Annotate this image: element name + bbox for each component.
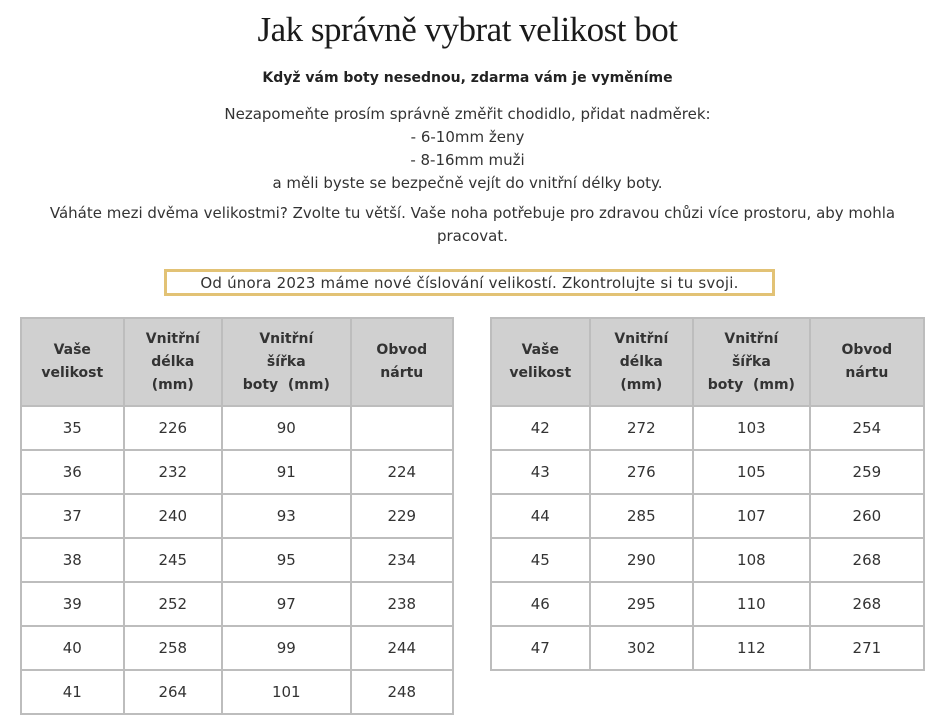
instep-cell: 229 <box>351 494 453 538</box>
size-header <box>21 318 124 406</box>
header-text-line: délka <box>619 353 663 370</box>
measuring-instructions <box>0 103 935 195</box>
inner-width-cell: 107 <box>693 494 810 538</box>
header-text-line: Obvod <box>376 342 428 358</box>
table-row <box>21 538 453 582</box>
inner-length-cell: 245 <box>124 538 223 582</box>
inner-length-cell: 272 <box>590 406 693 450</box>
table-row <box>21 582 453 626</box>
instep-header <box>810 318 924 406</box>
instruction-line: - 8-16mm muži <box>410 151 525 169</box>
page-title: Jak správně vybrat velikost bot <box>257 10 678 49</box>
instep-cell: 259 <box>810 450 924 494</box>
inner-length-cell: 258 <box>124 626 223 670</box>
instruction-line: a měli byste se bezpečně vejít do vnitřní délky boty. <box>272 174 663 192</box>
header-text-line: šířka <box>731 353 771 370</box>
inner-length-header <box>124 318 223 406</box>
instep-cell: 244 <box>351 626 453 670</box>
instep-cell: 234 <box>351 538 453 582</box>
table-header-row <box>21 318 453 406</box>
inner-width-cell: 91 <box>222 450 351 494</box>
inner-width-cell: 93 <box>222 494 351 538</box>
size-cell: 46 <box>491 582 590 626</box>
inner-width-cell: 99 <box>222 626 351 670</box>
table-row <box>21 450 453 494</box>
header-text-line: velikost <box>41 365 104 381</box>
header-text-line: velikost <box>509 365 572 381</box>
instruction-line: Nezapomeňte prosím správně změřit chodidlo, přidat nadměrek: <box>224 105 711 123</box>
inner-length-cell: 285 <box>590 494 693 538</box>
inner-width-header <box>693 318 810 406</box>
inner-width-cell: 90 <box>222 406 351 450</box>
inner-width-cell: 108 <box>693 538 810 582</box>
inner-length-cell: 276 <box>590 450 693 494</box>
table-row <box>21 494 453 538</box>
instep-cell: 260 <box>810 494 924 538</box>
inner-length-cell: 226 <box>124 406 223 450</box>
table-row <box>21 406 453 450</box>
inner-width-cell: 95 <box>222 538 351 582</box>
instep-cell: 271 <box>810 626 924 670</box>
header-text-line: (mm) <box>151 376 194 393</box>
table-row <box>491 406 924 450</box>
instep-cell <box>351 406 453 450</box>
header-text-line: délka <box>151 353 195 370</box>
table-row <box>491 494 924 538</box>
size-cell: 45 <box>491 538 590 582</box>
table-row <box>491 626 924 670</box>
inner-length-cell: 302 <box>590 626 693 670</box>
inner-width-cell: 105 <box>693 450 810 494</box>
inner-width-cell: 97 <box>222 582 351 626</box>
inner-width-cell: 103 <box>693 406 810 450</box>
header-text-line: Vnitřní <box>259 330 314 347</box>
instep-cell: 248 <box>351 670 453 714</box>
header-text-line: Obvod <box>841 342 893 358</box>
size-cell: 43 <box>491 450 590 494</box>
header-text-line: (mm) <box>620 376 663 393</box>
header-text-line: nártu <box>845 365 889 381</box>
header-text-line: Vaše <box>53 342 91 358</box>
table-row <box>491 538 924 582</box>
size-table-left <box>20 317 454 715</box>
inner-length-cell: 240 <box>124 494 223 538</box>
inner-length-cell: 290 <box>590 538 693 582</box>
inner-length-cell: 295 <box>590 582 693 626</box>
inner-width-cell: 101 <box>222 670 351 714</box>
size-advice: Váháte mezi dvěma velikostmi? Zvolte tu větší. Vaše noha potřebuje pro zdravou chůzi více prostoru, aby mohla pracovat. <box>49 204 896 245</box>
size-cell: 40 <box>21 626 124 670</box>
inner-length-cell: 264 <box>124 670 223 714</box>
instep-cell: 238 <box>351 582 453 626</box>
inner-width-cell: 112 <box>693 626 810 670</box>
table-header-row <box>491 318 924 406</box>
inner-length-header <box>590 318 693 406</box>
size-cell: 42 <box>491 406 590 450</box>
size-cell: 37 <box>21 494 124 538</box>
header-text-line: nártu <box>380 365 424 381</box>
inner-length-cell: 252 <box>124 582 223 626</box>
instruction-line: - 6-10mm ženy <box>410 128 525 146</box>
size-cell: 36 <box>21 450 124 494</box>
size-cell: 47 <box>491 626 590 670</box>
subtitle: Když vám boty nesednou, zdarma vám je vyměníme <box>262 70 673 86</box>
header-text-line: Vaše <box>521 342 559 358</box>
instep-cell: 254 <box>810 406 924 450</box>
numbering-notice <box>164 269 775 296</box>
header-text-line: Vnitřní <box>614 330 669 347</box>
table-row <box>491 450 924 494</box>
table-row <box>21 670 453 714</box>
header-text-line: Vnitřní <box>145 330 200 347</box>
inner-width-cell: 110 <box>693 582 810 626</box>
size-cell: 41 <box>21 670 124 714</box>
header-text-line: Vnitřní <box>724 330 779 347</box>
size-table-right <box>490 317 925 671</box>
size-header <box>491 318 590 406</box>
table-row <box>491 582 924 626</box>
instep-cell: 268 <box>810 582 924 626</box>
inner-length-cell: 232 <box>124 450 223 494</box>
instep-header <box>351 318 453 406</box>
size-cell: 44 <box>491 494 590 538</box>
header-text-line: boty (mm) <box>707 376 795 393</box>
inner-width-header <box>222 318 351 406</box>
size-cell: 38 <box>21 538 124 582</box>
size-cell: 39 <box>21 582 124 626</box>
header-text-line: boty (mm) <box>242 376 330 393</box>
table-row <box>21 626 453 670</box>
header-text-line: šířka <box>266 353 306 370</box>
size-cell: 35 <box>21 406 124 450</box>
instep-cell: 268 <box>810 538 924 582</box>
notice-text: Od února 2023 máme nové číslování velikostí. Zkontrolujte si tu svoji. <box>200 274 739 292</box>
instep-cell: 224 <box>351 450 453 494</box>
